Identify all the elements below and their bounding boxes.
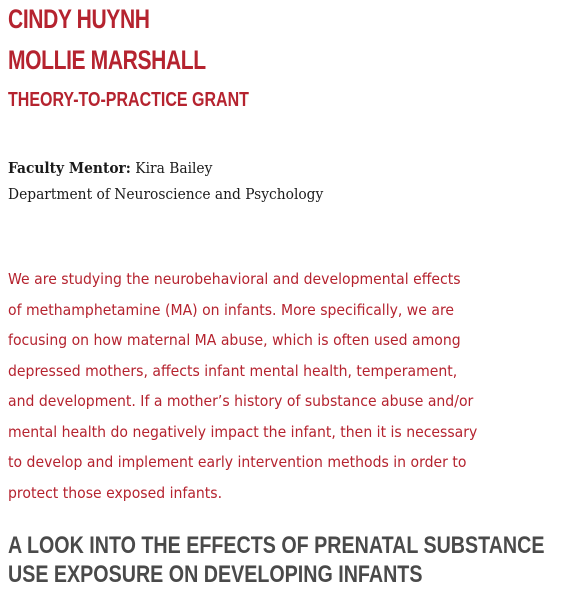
section-title-line: USE EXPOSURE ON DEVELOPING INFANTS [8, 561, 423, 588]
summary-line: protect those exposed infants. [8, 483, 223, 502]
summary-line: We are studying the neurobehavioral and developmental effects [8, 270, 461, 288]
mentor-name: Kira Bailey [135, 159, 213, 177]
summary-line: and development. If a mother’s history of substance abuse and/or [8, 392, 474, 410]
mentor-info [8, 155, 323, 207]
author-name-1: CINDY HUYNH [8, 4, 150, 34]
section-title [8, 531, 544, 589]
mentor-department: Department of Neuroscience and Psychology [8, 185, 324, 203]
summary-line: focusing on how maternal MA abuse, which is often used among [8, 331, 461, 349]
summary-line: to develop and implement early intervention methods in order to [8, 453, 467, 471]
grant-type: THEORY-TO-PRACTICE GRANT [8, 89, 249, 111]
mentor-label: Faculty Mentor: [8, 159, 131, 177]
section-title-line: A LOOK INTO THE EFFECTS OF PRENATAL SUBSTANCE [8, 532, 545, 559]
project-summary [8, 264, 551, 508]
summary-line: mental health do negatively impact the infant, then it is necessary [8, 422, 478, 441]
author-name-2: MOLLIE MARSHALL [8, 45, 206, 75]
summary-line: depressed mothers, affects infant mental health, temperament, [8, 361, 458, 380]
mentor-line [8, 155, 323, 181]
summary-line: of methamphetamine (MA) on infants. More specifically, we are [8, 300, 455, 319]
